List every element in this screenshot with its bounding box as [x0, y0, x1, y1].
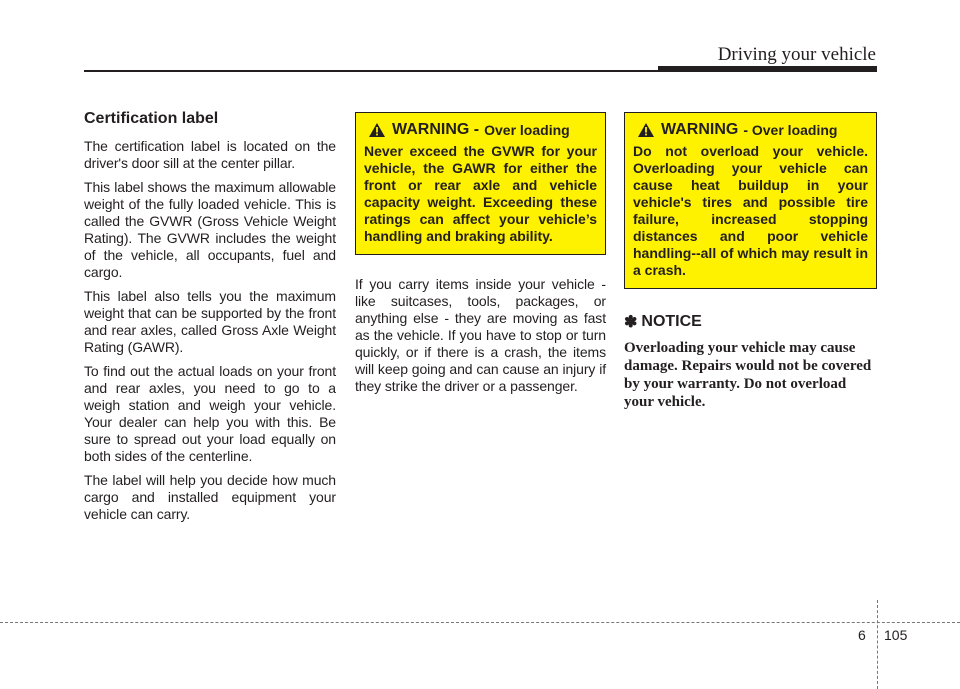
warning-triangle-icon — [368, 122, 386, 138]
page-number: 105 — [884, 627, 908, 643]
chapter-number: 6 — [858, 627, 866, 643]
warning-box — [624, 112, 877, 289]
warning-label: WARNING — [661, 121, 739, 138]
header-rule-bold — [658, 66, 877, 72]
right-column — [624, 112, 877, 411]
warning-subtitle: - Over loading — [743, 122, 838, 138]
section-heading: Certification label — [84, 110, 219, 127]
paragraph: The certification label is located on the driver's door sill at the center pillar. — [84, 138, 336, 171]
left-column — [84, 110, 336, 530]
notice-title — [624, 312, 877, 332]
notice-star-icon: ✽ — [624, 314, 638, 331]
warning-text: Do not overload your vehicle. Overloading your vehicle can cause heat buildup in your vehicle's tires and possible tire failure, increased stopping distances and poor vehicle handling--all of which may result in a crash. — [633, 143, 868, 278]
warning-box — [355, 112, 606, 255]
paragraph: This label shows the maximum allowable weight of the fully loaded vehicle. This is called the GVWR (Gross Vehicle Weight Rating). The GVWR includes the weight of the vehicle, all occupants, fuel and cargo. — [84, 179, 336, 280]
warning-triangle-icon — [637, 122, 655, 138]
header-rule — [84, 70, 678, 72]
footer-divider — [0, 622, 960, 623]
warning-label: WARNING - — [392, 121, 480, 138]
notice-text: Overloading your vehicle may cause damage. Repairs would not be covered by your warranty. Do not overload your vehicle. — [624, 340, 872, 410]
warning-text: Never exceed the GVWR for your vehicle, the GAWR for either the front or rear axle and vehicle capacity weight. Exceeding these ratings can affect your vehicle’s handling and braking ability. — [364, 143, 597, 244]
warning-title — [633, 121, 868, 139]
notice-label: NOTICE — [641, 313, 702, 330]
paragraph: To find out the actual loads on your front and rear axles, you need to go to a weigh station and weigh your vehicle. Your dealer can help you with this. Be sure to spread out your load equally on both sides of the centerline. — [84, 363, 336, 464]
warning-title — [364, 121, 597, 139]
paragraph: This label also tells you the maximum weight that can be supported by the front and rear axles, called Gross Axle Weight Rating (GAWR). — [84, 288, 336, 355]
paragraph: The label will help you decide how much cargo and installed equipment your vehicle can carry. — [84, 472, 336, 522]
footer-vertical-divider — [877, 600, 878, 689]
warning-subtitle: Over loading — [484, 122, 570, 138]
paragraph: If you carry items inside your vehicle - like suitcases, tools, packages, or anything else - they are moving as fast as the vehicle. If you have to stop or turn quickly, or if there is a crash, the items will keep going and can cause an injury if they strike the driver or a passenger. — [355, 276, 606, 394]
section-title: Driving your vehicle — [717, 44, 876, 65]
body-text — [355, 276, 606, 395]
middle-column — [355, 112, 606, 402]
